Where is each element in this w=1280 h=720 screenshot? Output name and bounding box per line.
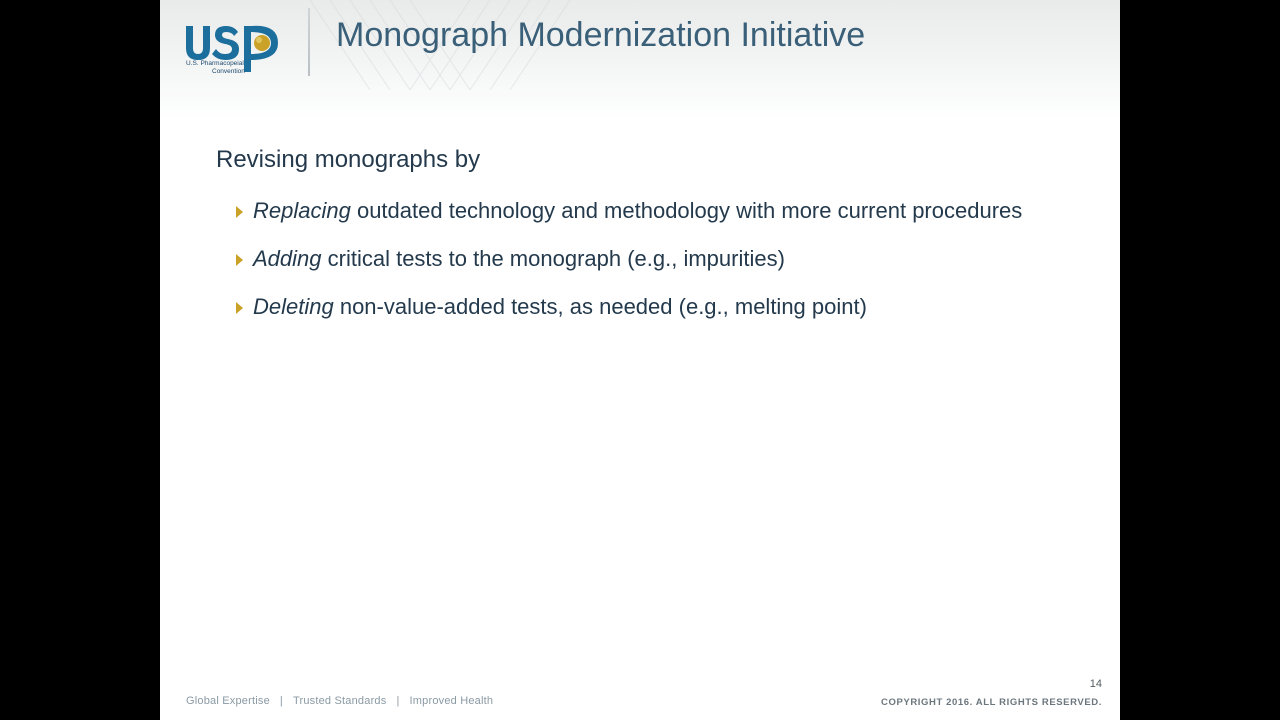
- bullet-arrow-icon: [236, 254, 243, 266]
- bullet-emphasis: Replacing: [253, 198, 351, 223]
- slide-title: Monograph Modernization Initiative: [336, 16, 866, 54]
- logo-subtitle-line2: Convention: [212, 67, 245, 75]
- tagline-item: Global Expertise: [186, 695, 270, 707]
- bullet-emphasis: Adding: [253, 246, 322, 271]
- bullet-list: [236, 196, 1022, 340]
- page-number: 14: [1089, 678, 1102, 690]
- bullet-emphasis: Deleting: [253, 294, 334, 319]
- tagline-item: Improved Health: [409, 695, 494, 707]
- bullet-text: [253, 246, 785, 272]
- lead-text: Revising monographs by: [216, 146, 481, 173]
- tagline-separator: |: [396, 695, 400, 707]
- bullet-body: outdated technology and methodology with more current procedures: [350, 198, 1023, 223]
- bullet-body: non-value-added tests, as needed (e.g., melting point): [333, 294, 867, 319]
- logo-subtitle: [186, 60, 245, 75]
- slide: [160, 0, 1120, 720]
- bullet-body: critical tests to the monograph (e.g., impurities): [321, 246, 785, 271]
- bullet-item: [236, 196, 1022, 226]
- bullet-arrow-icon: [236, 206, 243, 218]
- logo-subtitle-line1: U.S. Pharmacopeial: [186, 60, 244, 67]
- title-divider: [308, 8, 310, 76]
- bullet-text: [253, 294, 867, 320]
- footer-copyright: COPYRIGHT 2016. ALL RIGHTS RESERVED.: [881, 697, 1102, 708]
- tagline-item: Trusted Standards: [292, 695, 387, 707]
- bullet-item: [236, 244, 1022, 274]
- tagline-separator: |: [279, 695, 283, 707]
- footer-tagline: [186, 695, 493, 707]
- bullet-text: [253, 198, 1022, 224]
- bullet-arrow-icon: [236, 302, 243, 314]
- bullet-item: [236, 292, 1022, 322]
